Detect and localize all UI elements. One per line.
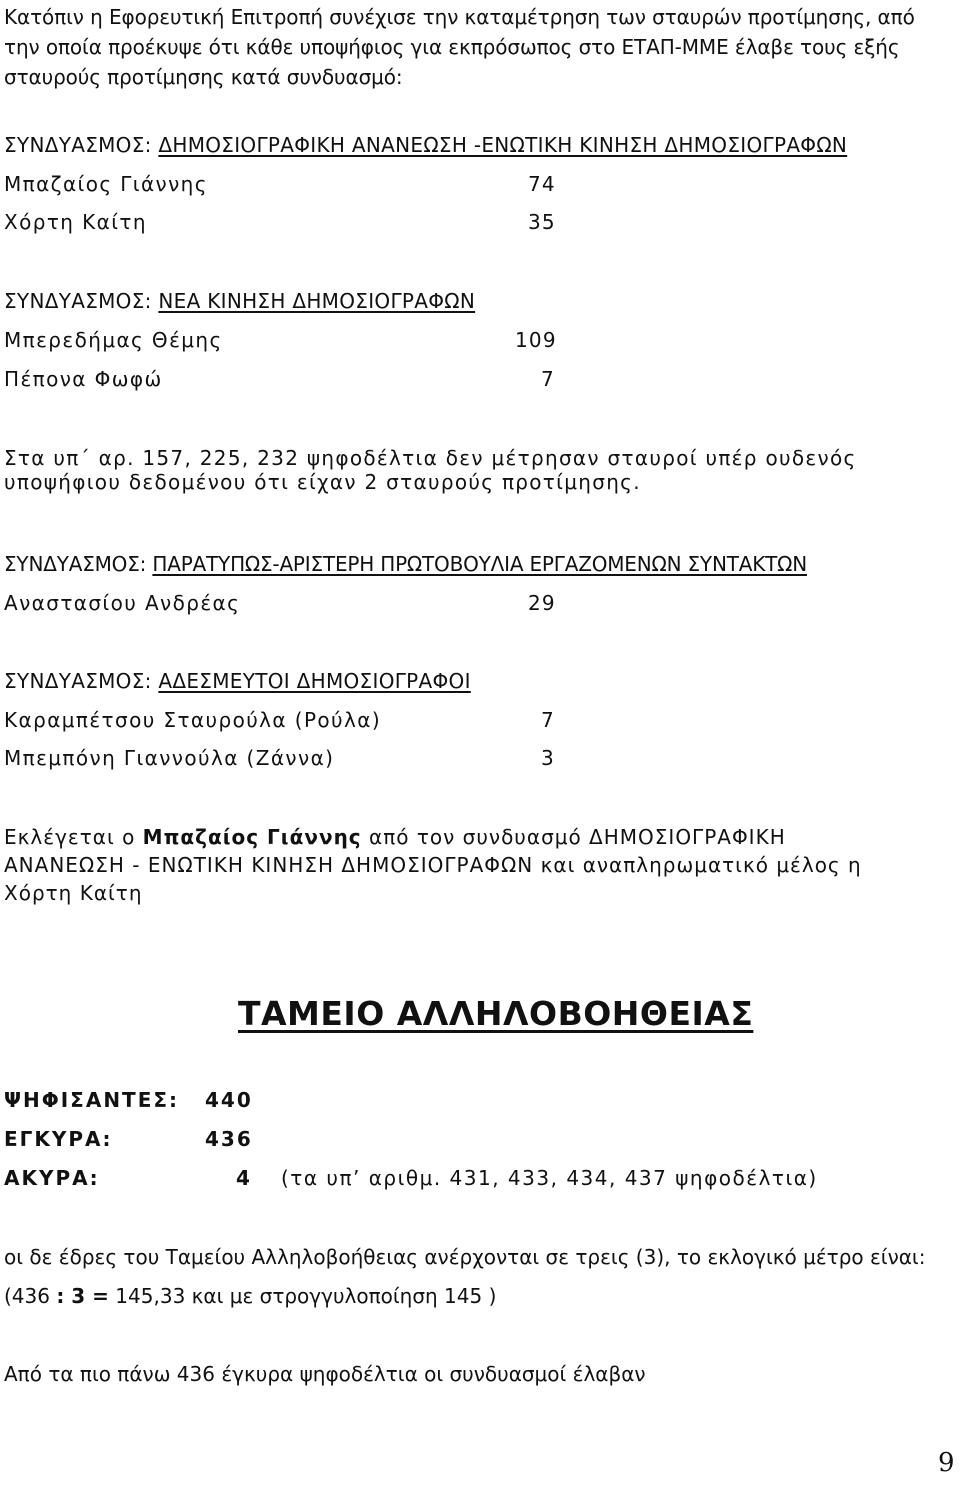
quotient-calculation: [4, 1284, 496, 1308]
candidate-votes: 7: [541, 367, 555, 391]
candidate-votes: 74: [528, 172, 556, 196]
calc-part-b: : 3 =: [56, 1284, 109, 1308]
elected-candidate: Μπαζαίος Γιάννης: [142, 825, 362, 849]
invalid-note: (τα υπ’ αριθμ. 431, 433, 434, 437 ψηφοδέλτια): [281, 1166, 818, 1190]
candidate-votes: 3: [541, 746, 555, 770]
candidate-name: Αναστασίου Ανδρέας: [4, 591, 241, 615]
candidate-name: Καραμπέτσου Σταυρούλα (Ρούλα): [4, 708, 382, 732]
calc-part-a: (436: [4, 1284, 57, 1308]
intro-paragraph: [4, 2, 915, 92]
coalition-name: ΝΕΑ ΚΙΝΗΣΗ ΔΗΜΟΣΙΟΓΡΑΦΩΝ: [158, 289, 476, 313]
election-post: από τον συνδυασμό ΔΗΜΟΣΙΟΓΡΑΦΙΚΗ: [361, 825, 786, 849]
election-pre: Εκλέγεται ο: [4, 825, 143, 849]
intro-line-3: σταυρούς προτίμησης κατά συνδυασμό:: [4, 65, 403, 89]
valid-label: ΕΓΚΥΡΑ:: [4, 1127, 113, 1151]
coalition-prefix: ΣΥΝΔΥΑΣΜΟΣ:: [4, 289, 159, 313]
candidate-votes: 35: [528, 210, 556, 234]
calc-part-c: 145,33 και με στρογγυλοποίηση 145 ): [108, 1284, 497, 1308]
coalition-prefix: ΣΥΝΔΥΑΣΜΟΣ:: [4, 552, 153, 576]
annulled-preferences-note: [4, 446, 857, 494]
candidate-votes: 29: [528, 591, 556, 615]
coalition-name: ΑΔΕΣΜΕΥΤΟΙ ΔΗΜΟΣΙΟΓΡΑΦΟΙ: [158, 669, 471, 693]
candidate-name: Μπαζαίος Γιάννης: [4, 172, 208, 196]
candidate-name: Πέπονα Φωφώ: [4, 367, 163, 391]
invalid-value: 4: [236, 1166, 252, 1190]
candidate-votes: 7: [541, 708, 555, 732]
voters-value: 440: [205, 1088, 253, 1112]
coalition-heading: [4, 552, 807, 576]
results-intro: Από τα πιο πάνω 436 έγκυρα ψηφοδέλτια οι συνδυασμοί έλαβαν: [4, 1362, 646, 1386]
intro-line-2: την οποία προέκυψε ότι κάθε υποψήφιος για εκπρόσωπος στο ΕΤΑΠ-ΜΜΕ έλαβε τους εξής: [4, 35, 900, 59]
intro-line-1: Κατόπιν η Εφορευτική Επιτροπή συνέχισε την καταμέτρηση των σταυρών προτίμησης, από: [4, 5, 915, 29]
note-line-2: υποψήφιου δεδομένου ότι είχαν 2 σταυρούς προτίμησης.: [4, 470, 641, 494]
election-line-1: [4, 823, 862, 851]
invalid-label: ΑΚΥΡΑ:: [4, 1166, 100, 1190]
coalition-prefix: ΣΥΝΔΥΑΣΜΟΣ:: [4, 133, 159, 157]
voters-label: ΨΗΦΙΣΑΝΤΕΣ:: [4, 1088, 180, 1112]
election-line-3: Χόρτη Καίτη: [4, 881, 143, 905]
coalition-name: ΠΑΡΑΤΥΠΩΣ-ΑΡΙΣΤΕΡΗ ΠΡΩΤΟΒΟΥΛΙΑ ΕΡΓΑΖΟΜΕΝΩΝ ΣΥΝΤΑΚΤΩΝ: [152, 552, 807, 576]
coalition-name: ΔΗΜΟΣΙΟΓΡΑΦΙΚΗ ΑΝΑΝΕΩΣΗ -ΕΝΩΤΙΚΗ ΚΙΝΗΣΗ ΔΗΜΟΣΙΟΓΡΑΦΩΝ: [158, 133, 848, 157]
coalition-heading: [4, 669, 471, 693]
coalition-heading: [4, 133, 847, 157]
page-number: 9: [938, 1448, 955, 1478]
coalition-prefix: ΣΥΝΔΥΑΣΜΟΣ:: [4, 669, 159, 693]
candidate-name: Χόρτη Καίτη: [4, 210, 147, 234]
election-paragraph: [4, 823, 862, 907]
candidate-name: Μπεμπόνη Γιαννούλα (Ζάννα): [4, 746, 335, 770]
candidate-votes: 109: [515, 328, 557, 352]
note-line-1: Στα υπ΄ αρ. 157, 225, 232 ψηφοδέλτια δεν μέτρησαν σταυροί υπέρ ουδενός: [4, 446, 857, 470]
election-line-2: ΑΝΑΝΕΩΣΗ - ΕΝΩΤΙΚΗ ΚΙΝΗΣΗ ΔΗΜΟΣΙΟΓΡΑΦΩΝ και αναπληρωματικό μέλος η: [4, 853, 862, 877]
coalition-heading: [4, 289, 475, 313]
candidate-name: Μπερεδήμας Θέμης: [4, 328, 223, 352]
seats-text: οι δε έδρες του Ταμείου Αλληλοβοήθειας ανέρχονται σε τρεις (3), το εκλογικό μέτρο είναι:: [4, 1245, 926, 1269]
section-heading: ΤΑΜΕΙΟ ΑΛΛΗΛΟΒΟΗΘΕΙΑΣ: [238, 994, 754, 1033]
valid-value: 436: [205, 1127, 253, 1151]
